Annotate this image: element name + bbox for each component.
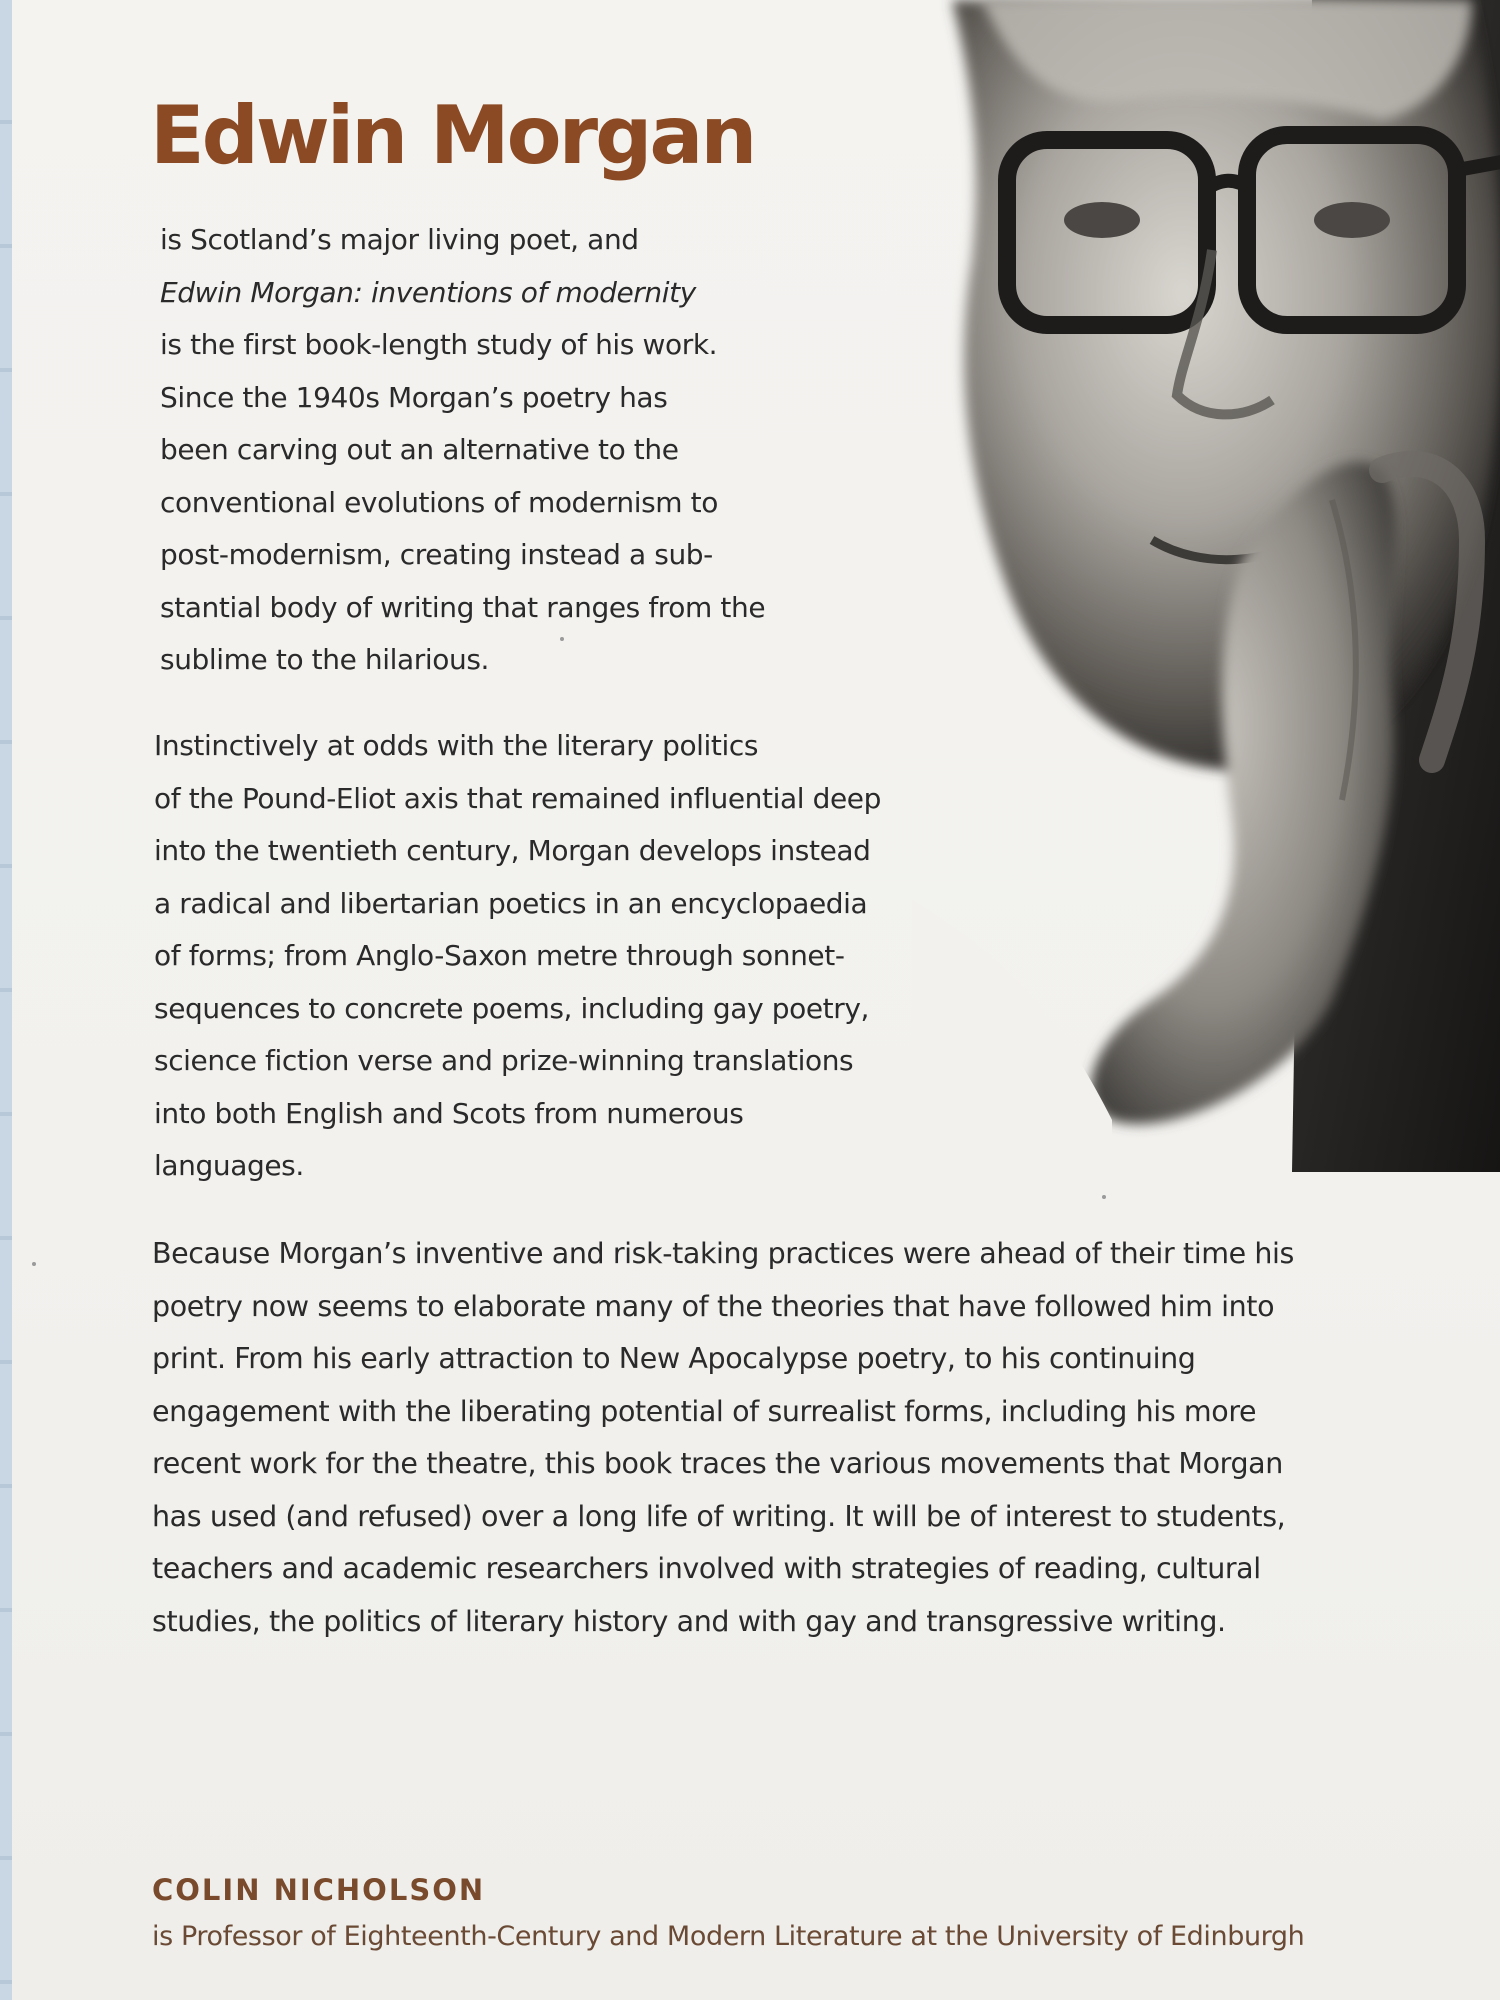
author-byline-role: is Professor of Eighteenth-Century and Modern Literature at the University of Edinburgh bbox=[152, 1921, 1305, 1952]
blurb-line: conventional evolutions of modernism to bbox=[160, 485, 718, 519]
blurb-line: studies, the politics of literary history and with gay and transgressive writing. bbox=[152, 1604, 1226, 1638]
blurb-paragraph-2 bbox=[154, 720, 881, 1193]
author-title: Edwin Morgan bbox=[150, 89, 755, 182]
blurb-line: of the Pound-Eliot axis that remained influential deep bbox=[154, 781, 882, 815]
blurb-line: print. From his early attraction to New Apocalypse poetry, to his continuing bbox=[152, 1342, 1196, 1375]
author-byline-name: COLIN NICHOLSON bbox=[152, 1873, 486, 1907]
paper-speck bbox=[32, 1262, 36, 1266]
blurb-line: sequences to concrete poems, including gay poetry, bbox=[154, 991, 870, 1025]
blurb-line: engagement with the liberating potential of surrealist forms, including his more bbox=[152, 1394, 1257, 1428]
blurb-line: into the twentieth century, Morgan develops instead bbox=[154, 834, 871, 867]
about-the-author bbox=[152, 1868, 1304, 1962]
blurb-line: teachers and academic researchers involved with strategies of reading, cultural bbox=[152, 1552, 1261, 1585]
blurb-line: recent work for the theatre, this book traces the various movements that Morgan bbox=[152, 1447, 1283, 1480]
book-back-cover bbox=[12, 0, 1500, 2000]
blurb-line: stantial body of writing that ranges from the bbox=[160, 590, 766, 624]
blurb-line: post-modernism, creating instead a sub- bbox=[160, 538, 713, 571]
blurb-line: poetry now seems to elaborate many of the theories that have followed him into bbox=[152, 1289, 1275, 1323]
page-edge bbox=[0, 0, 12, 2000]
blurb-line: Because Morgan’s inventive and risk-taking practices were ahead of their time his bbox=[152, 1237, 1295, 1270]
blurb-line: been carving out an alternative to the bbox=[160, 433, 679, 466]
blurb-paragraph-1 bbox=[160, 214, 765, 687]
blurb-line: Instinctively at odds with the literary politics bbox=[154, 729, 759, 762]
blurb-line: of forms; from Anglo-Saxon metre through sonnet- bbox=[154, 939, 845, 972]
blurb-paragraph-3 bbox=[152, 1228, 1294, 1648]
blurb-line: a radical and libertarian poetics in an encyclopaedia bbox=[154, 886, 868, 920]
author-portrait-photo bbox=[912, 0, 1500, 1172]
blurb-line: has used (and refused) over a long life of writing. It will be of interest to students, bbox=[152, 1499, 1286, 1533]
blurb-line: Since the 1940s Morgan’s poetry has bbox=[160, 380, 668, 414]
blurb-line: science fiction verse and prize-winning translations bbox=[154, 1044, 854, 1077]
paper-speck bbox=[1102, 1195, 1106, 1199]
blurb-line: is Scotland’s major living poet, and bbox=[160, 223, 639, 256]
blurb-line: into both English and Scots from numerous bbox=[154, 1096, 744, 1130]
book-title-italic: Edwin Morgan: inventions of modernity bbox=[160, 275, 696, 309]
paper-speck bbox=[560, 637, 564, 641]
blurb-line: languages. bbox=[154, 1149, 304, 1182]
blurb-line: sublime to the hilarious. bbox=[160, 643, 490, 676]
blurb-line: is the first book-length study of his work. bbox=[160, 328, 718, 361]
